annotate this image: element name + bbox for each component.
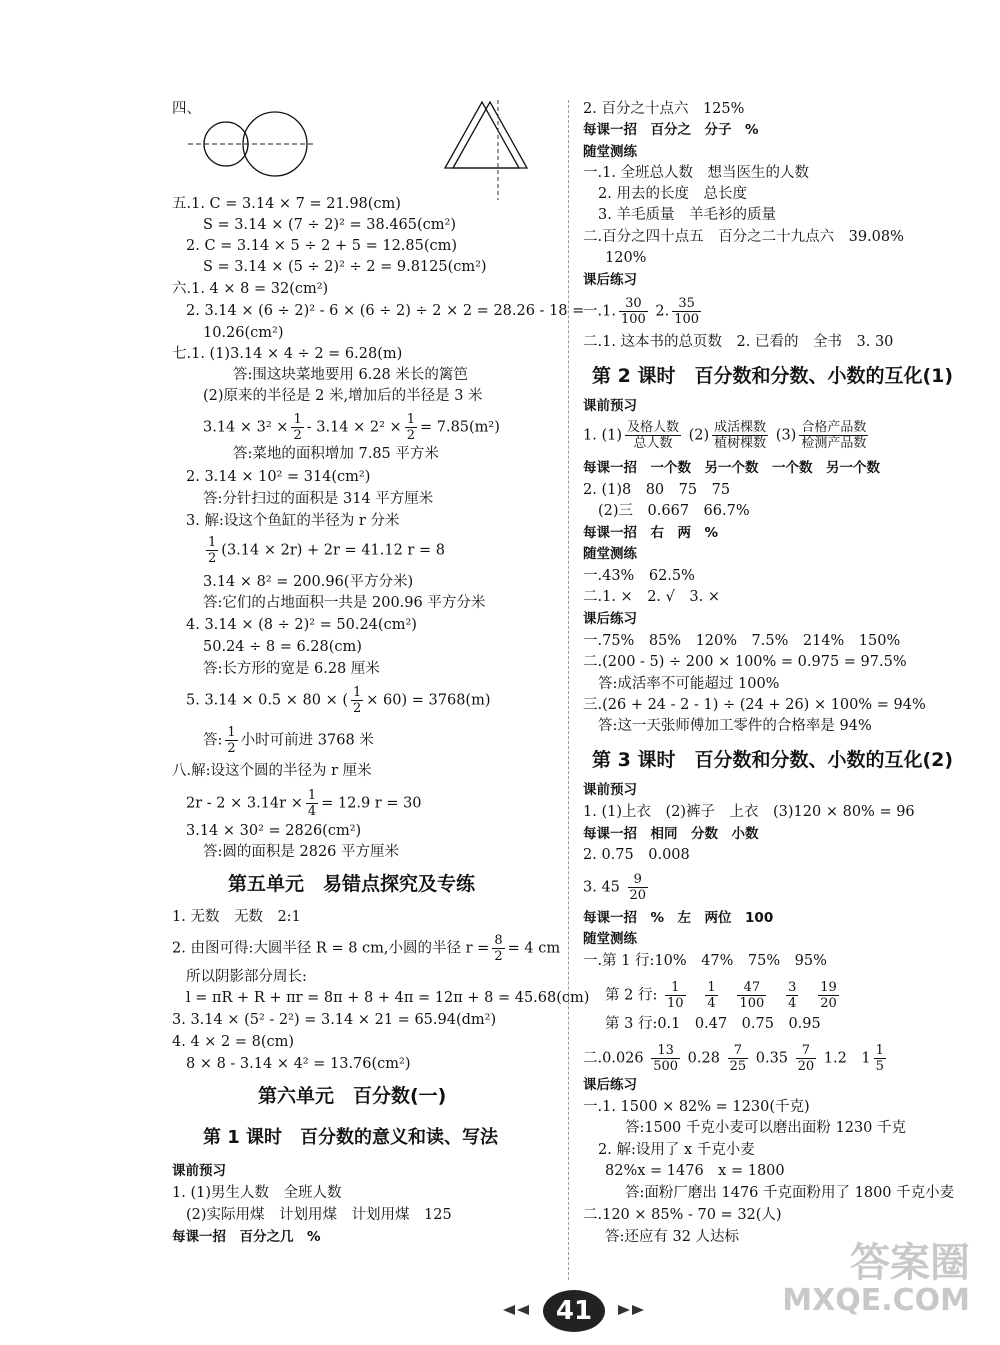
s7-answer2: 答:菜地的面积增加 7.85 平方米 (233, 446, 439, 462)
r-heading-hou3: 课后练习 (583, 1077, 637, 1093)
r-line10: 1. (1) $\frac{\text{及格人数}}{\text{总人数}}$ (2) $\frac{\text{成活棵数}}{\text{植树棵数}}$ (3) $\frac{\text{合格产品数}}{\text{检测产品数}}$ (583, 420, 867, 451)
u5-line1: 1. 无数 无数 2:1 (172, 909, 301, 925)
two-circles-figure (188, 112, 315, 176)
unit6-title: 第六单元 百分数(一) (258, 1085, 447, 1107)
s8-answer: 答:圆的面积是 2826 平方厘米 (203, 844, 400, 860)
r-tip1: 每课一招 百分之 分子 % (583, 122, 759, 138)
s6-line1: 六.1. 4 × 8 = 32(cm²) (172, 281, 329, 297)
r-line30: 二.0.026 $\frac{13}{500}$ 0.28 $\frac{7}{25}$ 0.35 $\frac{7}{20}$ 1.2 1 $\frac{1}{5}$ (583, 1043, 884, 1074)
fraction-half: $\frac{1}{2}$ (406, 412, 415, 443)
s6-line2: 2. 3.14 × (6 ÷ 2)² - 6 × (6 ÷ 2) ÷ 2 × 2 = 28.26 - 18 = (186, 303, 585, 319)
two-triangles-figure (445, 100, 527, 200)
r-tip3: 每课一招 右 两 % (583, 525, 719, 541)
fraction-half: $\frac{1}{2}$ (208, 535, 217, 566)
s5-line4: S = 3.14 × (5 ÷ 2)² ÷ 2 = 9.8125(cm²) (203, 259, 487, 275)
u5-line3: 所以阴影部分周长: (186, 969, 307, 985)
r-line7: 120% (605, 250, 647, 266)
fraction-half: $\frac{1}{2}$ (353, 685, 362, 716)
s7-line13: 50.24 ÷ 8 = 6.28(cm) (203, 639, 362, 655)
s8-line2: 2r - 2 × 3.14r × $\frac{1}{4}$ = 12.9 r = 30 (186, 788, 422, 819)
s7-line4: 3.14 × 3² × $\frac{1}{2}$ - 3.14 × 2² × $\frac{1}{2}$ = 7.85(m²) (203, 412, 500, 443)
section-4-label: 四、 (172, 101, 201, 117)
s7-answer4: 答:它们的占地面积一共是 200.96 平方分米 (203, 595, 486, 611)
fraction-35-100: $\frac{35}{100}$ (674, 296, 700, 327)
r-line21: 答:这一天张师傅加工零件的合格率是 94% (598, 718, 872, 734)
r-line5: 3. 羊毛质量 羊毛衫的质量 (598, 207, 776, 223)
fraction-pass-rate: $\frac{\text{及格人数}}{\text{总人数}}$ (626, 420, 679, 451)
s7-line12: 4. 3.14 × (8 ÷ 2)² = 50.24(cm²) (186, 617, 417, 633)
lesson1-title: 第 1 课时 百分数的意义和读、写法 (203, 1127, 499, 1148)
right-ornament-icon (610, 1303, 644, 1317)
watermark (782, 1241, 970, 1317)
unit5-title: 第五单元 易错点探究及专练 (228, 873, 476, 895)
r-line32: 答:1500 千克小麦可以磨出面粉 1230 千克 (625, 1120, 907, 1136)
r-line3: 一.1. 全班总人数 想当医生的人数 (583, 165, 810, 181)
u5-line5: 3. 3.14 × (5² - 2²) = 3.14 × 21 = 65.94(dm²) (172, 1012, 497, 1028)
r-line19: 答:成活率不可能超过 100% (598, 676, 780, 692)
r-line29: 第 3 行:0.1 0.47 0.75 0.95 (605, 1016, 821, 1032)
s5-line3: 2. C = 3.14 × 5 ÷ 2 + 5 = 12.85(cm) (186, 238, 458, 254)
s8-line1: 八.解:设这个圆的半径为 r 厘米 (172, 763, 372, 779)
s7-answer6: 答: $\frac{1}{2}$ 小时可前进 3768 米 (203, 725, 374, 756)
column-divider (568, 100, 569, 1280)
lesson1-tip: 每课一招 百分之几 % (172, 1229, 321, 1245)
geometry-figures (180, 100, 560, 200)
fraction-half: $\frac{1}{2}$ (293, 412, 302, 443)
r-line31: 一.1. 1500 × 82% = 1230(千克) (583, 1099, 810, 1115)
r-line34: 82%x = 1476 x = 1800 (605, 1163, 785, 1179)
r-line20: 三.(26 + 24 - 2 - 1) ÷ (24 + 26) × 100% = 94% (583, 697, 926, 713)
s7-line10: 3.14 × 8² = 200.96(平方分米) (203, 574, 414, 590)
fraction-quarter: $\frac{1}{4}$ (307, 788, 317, 819)
fraction-9-20: $\frac{9}{20}$ (629, 872, 647, 903)
s7-line9: $\frac{1}{2}$ (3.14 × 2r) + 2r = 41.12 r = 8 (208, 535, 445, 566)
fraction-30-100: $\frac{30}{100}$ (620, 296, 646, 327)
r-heading-hou1: 课后练习 (583, 272, 637, 288)
r-line28: 第 2 行: $\frac{1}{10}$ $\frac{1}{4}$ $\frac{47}{100}$ $\frac{3}{4}$ $\frac{19}{20}$ (605, 980, 837, 1011)
s7-line8: 3. 解:设这个鱼缸的半径为 r 分米 (186, 513, 400, 529)
s7-line3: (2)原来的半径是 2 米,增加后的半径是 3 米 (203, 388, 483, 404)
r-line12: 2. (1)8 80 75 75 (583, 482, 731, 498)
fraction-row2-4: $\frac{3}{4}$ (788, 980, 797, 1011)
fraction-survival-rate: $\frac{\text{成活棵数}}{\text{植树棵数}}$ (714, 420, 767, 451)
s7-answer5: 答:长方形的宽是 6.28 厘米 (203, 661, 380, 677)
r-line13: (2)三 0.667 66.7% (598, 503, 750, 519)
fraction-row2-3: $\frac{47}{100}$ (739, 980, 765, 1011)
r-line22: 1. (1)上衣 (2)裤子 上衣 (3)120 × 80% = 96 (583, 804, 915, 820)
r-line6: 二.百分之四十点五 百分之二十九点六 39.08% (583, 229, 904, 245)
fraction-1-5: $\frac{1}{5}$ (875, 1043, 884, 1074)
s7-line1: 七.1. (1)3.14 × 4 ÷ 2 = 6.28(m) (172, 346, 403, 362)
r-heading-sui1: 随堂测练 (583, 144, 637, 160)
s5-line2: S = 3.14 × (7 ÷ 2)² = 38.465(cm²) (203, 217, 456, 233)
fraction-8-2: $\frac{8}{2}$ (494, 933, 503, 964)
lesson1-line2: (2)实际用煤 计划用煤 计划用煤 125 (186, 1207, 452, 1223)
watermark-logo-text: 答案圈 (850, 1240, 970, 1286)
u5-line4: l = πR + R + πr = 8π + 8 + 4π = 12π + 8 = 45.68(cm) (186, 990, 590, 1006)
lesson2-title: 第 2 课时 百分数和分数、小数的互化(1) (592, 365, 954, 387)
s8-line3: 3.14 × 30² = 2826(cm²) (186, 823, 362, 839)
left-ornament-icon (503, 1303, 537, 1317)
r-heading-qian3: 课前预习 (583, 782, 637, 798)
r-heading-sui3: 随堂测练 (583, 931, 637, 947)
r-line27: 一.第 1 行:10% 47% 75% 95% (583, 953, 827, 969)
r-tip2: 每课一招 一个数 另一个数 一个数 另一个数 (583, 460, 880, 476)
r-line36: 二.120 × 85% - 70 = 32(人) (583, 1207, 782, 1223)
r-line9: 二.1. 这本书的总页数 2. 已看的 全书 3. 30 (583, 334, 894, 350)
r-line8: 一.1. $\frac{30}{100}$ 2. $\frac{35}{100}$ (583, 296, 700, 327)
fraction-qualified-rate: $\frac{\text{合格产品数}}{\text{检测产品数}}$ (801, 420, 867, 451)
r-line1: 2. 百分之十点六 125% (583, 101, 745, 117)
fraction-7-20: $\frac{7}{20}$ (797, 1043, 815, 1074)
r-heading-qian2: 课前预习 (583, 398, 637, 414)
fraction-row2-1: $\frac{1}{10}$ (666, 980, 684, 1011)
r-line37: 答:还应有 32 人达标 (605, 1229, 740, 1245)
r-line25: 3. 45 $\frac{9}{20}$ (583, 872, 647, 903)
lesson3-title: 第 3 课时 百分数和分数、小数的互化(2) (592, 749, 954, 771)
r-line18: 二.(200 - 5) ÷ 200 × 100% = 0.975 = 97.5% (583, 654, 907, 670)
u5-line2: 2. 由图可得:大圆半径 R = 8 cm,小圆的半径 r = $\frac{8}{2}$ = 4 cm (172, 933, 561, 964)
fraction-row2-5: $\frac{19}{20}$ (820, 980, 837, 1011)
page-number: 41 (543, 1290, 605, 1332)
r-line16: 二.1. × 2. √ 3. × (583, 589, 720, 605)
s5-line1: 五.1. C = 3.14 × 7 = 21.98(cm) (172, 196, 401, 212)
r-tip4: 每课一招 相同 分数 小数 (583, 826, 759, 842)
s6-line3: 10.26(cm²) (203, 325, 284, 341)
r-heading-sui2: 随堂测练 (583, 546, 637, 562)
lesson1-preview-heading: 课前预习 (172, 1163, 226, 1179)
fraction-row2-2: $\frac{1}{4}$ (707, 980, 716, 1011)
r-line4: 2. 用去的长度 总长度 (598, 186, 747, 202)
s7-line15: 5. 3.14 × 0.5 × 80 × ( $\frac{1}{2}$ × 60) = 3768(m) (186, 685, 491, 716)
watermark-url: MXQE.COM (782, 1283, 970, 1318)
u5-line6: 4. 4 × 2 = 8(cm) (172, 1034, 295, 1050)
u5-line7: 8 × 8 - 3.14 × 4² = 13.76(cm²) (186, 1056, 411, 1072)
r-line15: 一.43% 62.5% (583, 568, 695, 584)
fraction-7-25: $\frac{7}{25}$ (729, 1043, 747, 1074)
r-line33: 2. 解:设用了 x 千克小麦 (598, 1142, 755, 1158)
s7-answer3: 答:分针扫过的面积是 314 平方厘米 (203, 491, 434, 507)
r-line35: 答:面粉厂磨出 1476 千克面粉用了 1800 千克小麦 (625, 1185, 955, 1201)
s7-line6: 2. 3.14 × 10² = 314(cm²) (186, 469, 371, 485)
lesson1-line1: 1. (1)男生人数 全班人数 (172, 1185, 342, 1201)
fraction-13-500: $\frac{13}{500}$ (653, 1043, 679, 1074)
r-line17: 一.75% 85% 120% 7.5% 214% 150% (583, 633, 901, 649)
r-line24: 2. 0.75 0.008 (583, 847, 690, 863)
fraction-half: $\frac{1}{2}$ (227, 725, 236, 756)
r-tip5: 每课一招 % 左 两位 100 (583, 910, 774, 926)
r-heading-hou2: 课后练习 (583, 611, 637, 627)
s7-answer1: 答:围这块菜地要用 6.28 米长的篱笆 (233, 367, 468, 383)
